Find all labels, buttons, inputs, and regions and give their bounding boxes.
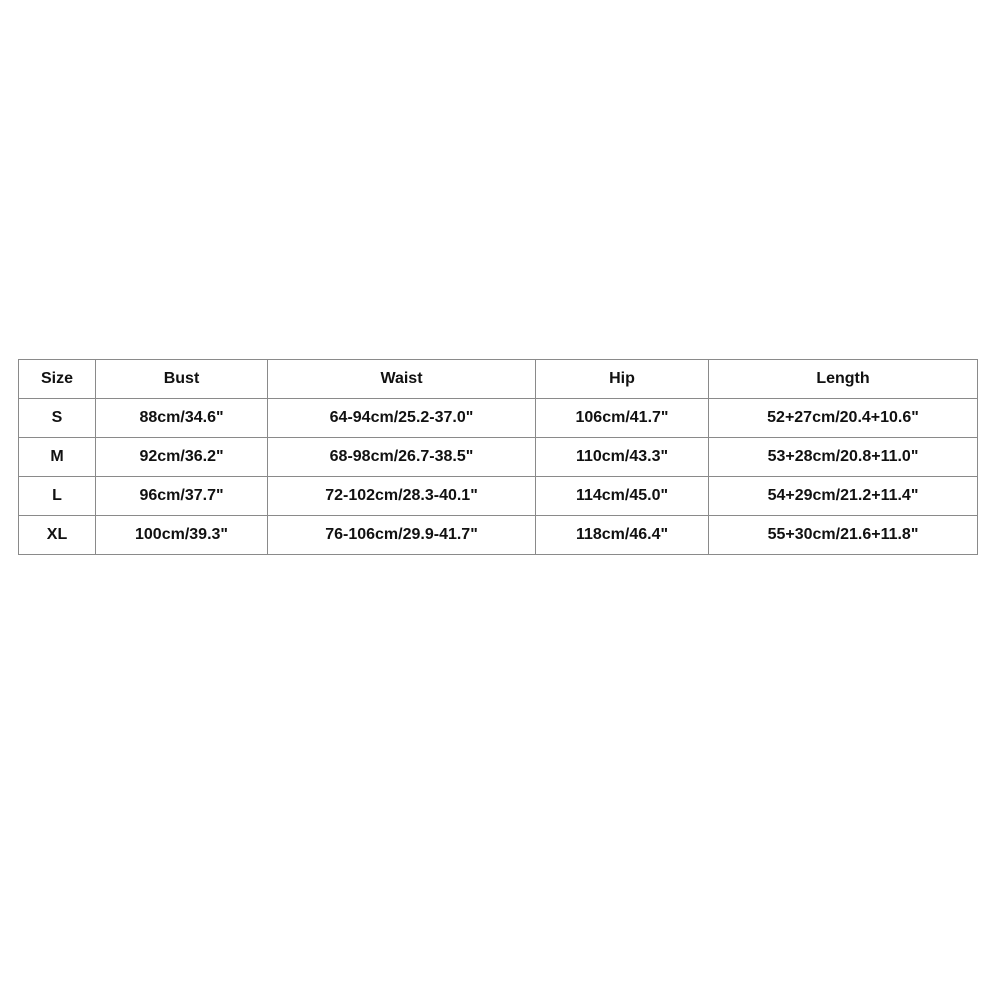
cell-waist: 68-98cm/26.7-38.5" bbox=[268, 438, 536, 477]
cell-hip: 110cm/43.3" bbox=[536, 438, 709, 477]
cell-bust: 92cm/36.2" bbox=[96, 438, 268, 477]
table-row bbox=[19, 477, 978, 516]
table-row bbox=[19, 399, 978, 438]
cell-length: 54+29cm/21.2+11.4" bbox=[709, 477, 978, 516]
table-row bbox=[19, 438, 978, 477]
cell-hip: 106cm/41.7" bbox=[536, 399, 709, 438]
cell-length: 52+27cm/20.4+10.6" bbox=[709, 399, 978, 438]
cell-hip: 114cm/45.0" bbox=[536, 477, 709, 516]
cell-hip: 118cm/46.4" bbox=[536, 516, 709, 555]
cell-waist: 64-94cm/25.2-37.0" bbox=[268, 399, 536, 438]
cell-waist: 76-106cm/29.9-41.7" bbox=[268, 516, 536, 555]
cell-size: L bbox=[19, 477, 96, 516]
cell-size: S bbox=[19, 399, 96, 438]
cell-length: 53+28cm/20.8+11.0" bbox=[709, 438, 978, 477]
header-hip: Hip bbox=[536, 360, 709, 399]
cell-size: M bbox=[19, 438, 96, 477]
cell-bust: 88cm/34.6" bbox=[96, 399, 268, 438]
header-waist: Waist bbox=[268, 360, 536, 399]
cell-bust: 96cm/37.7" bbox=[96, 477, 268, 516]
header-row bbox=[19, 360, 978, 399]
header-bust: Bust bbox=[96, 360, 268, 399]
header-size: Size bbox=[19, 360, 96, 399]
cell-length: 55+30cm/21.6+11.8" bbox=[709, 516, 978, 555]
cell-waist: 72-102cm/28.3-40.1" bbox=[268, 477, 536, 516]
header-length: Length bbox=[709, 360, 978, 399]
size-chart-table bbox=[18, 359, 978, 555]
table-row bbox=[19, 516, 978, 555]
cell-bust: 100cm/39.3" bbox=[96, 516, 268, 555]
cell-size: XL bbox=[19, 516, 96, 555]
